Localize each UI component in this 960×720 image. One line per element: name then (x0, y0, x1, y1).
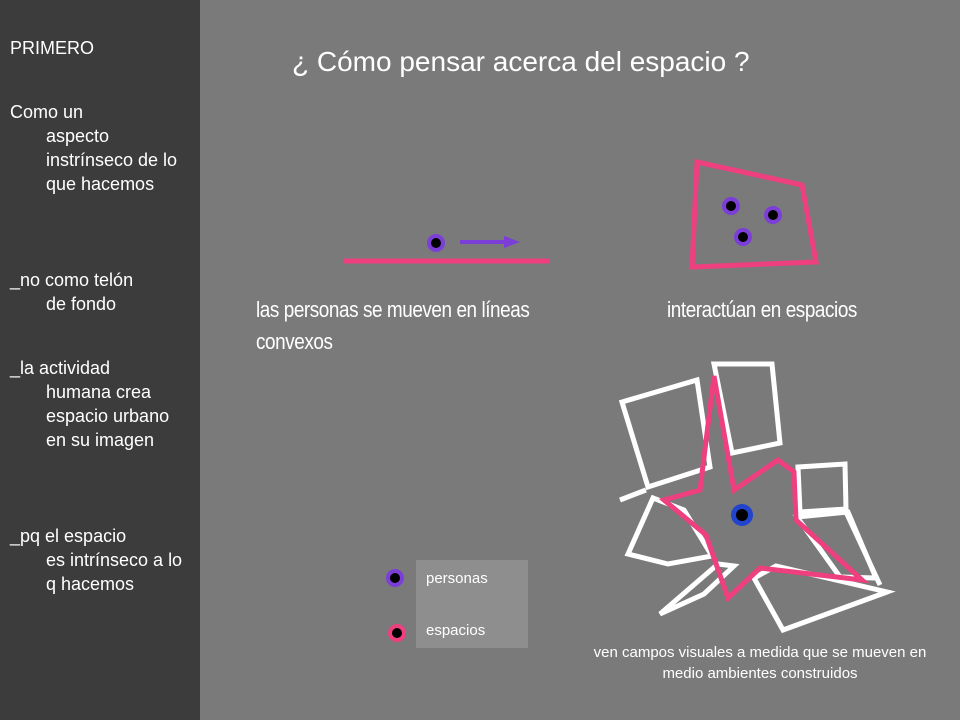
caption-convex: interactúan en espacios (667, 297, 857, 322)
bullet-first-line: _no como telón (10, 270, 134, 290)
observer-dot-icon (731, 504, 753, 526)
legend-space-icon (388, 624, 406, 642)
person-dot-icon (427, 234, 445, 252)
person-dot-icon (764, 206, 782, 224)
bullet-rest: de fondo (46, 294, 117, 314)
arrow-right-icon (460, 236, 520, 248)
caption-lines-2: convexos (256, 329, 333, 354)
caption-lines (256, 294, 529, 358)
convex-space (692, 162, 816, 267)
buildings (620, 364, 887, 630)
legend-people-label: personas (426, 570, 488, 587)
bullet-rest: humana crea espacio urbano en su imagen (46, 382, 170, 450)
bullet-rest: es intrínseco a lo q hacemos (46, 550, 183, 594)
legend-spaces-label: espacios (426, 622, 486, 639)
bullet-first-line: _pq el espacio (10, 526, 127, 546)
bullet-rest: aspecto instrínseco de lo que hacemos (46, 126, 178, 194)
legend-person-icon (386, 569, 404, 587)
bullet-first-line: _la actividad (10, 358, 111, 378)
bottom-caption: ven campos visuales a medida que se mueven en medio ambientes construidos (593, 644, 927, 682)
page-title: ¿ Cómo pensar acerca del espacio ? (292, 46, 750, 77)
sidebar-heading: PRIMERO (10, 38, 95, 58)
bullet-first-line: Como un (10, 102, 84, 122)
person-dot-icon (734, 228, 752, 246)
person-dot-icon (722, 197, 740, 215)
caption-lines-1: las personas se mueven en líneas (256, 297, 530, 322)
